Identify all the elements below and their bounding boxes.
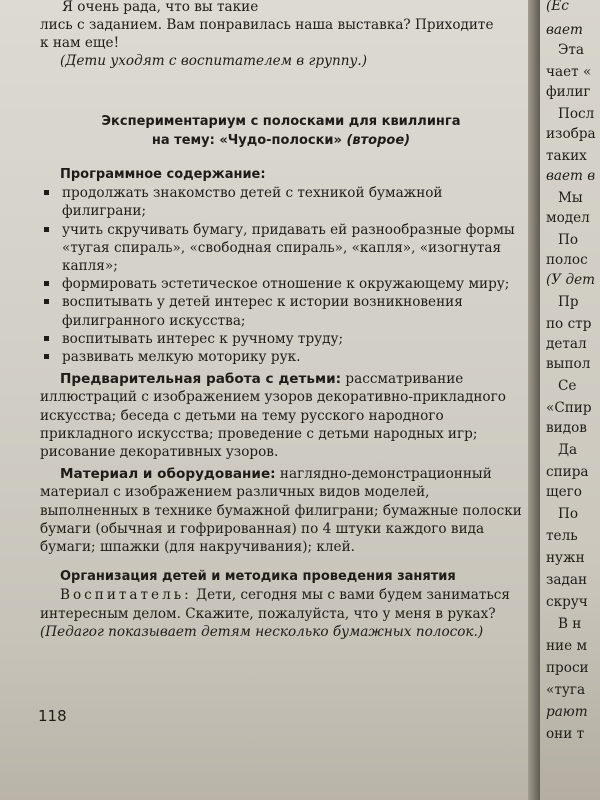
- goal-item: продолжать знакомство детей с техникой бумажной филиграни;: [40, 184, 522, 220]
- right-line: вает: [546, 22, 583, 38]
- program-heading: Программное содержание:: [60, 167, 266, 182]
- right-line: Мы: [558, 190, 583, 206]
- lesson-title-italic: (второе): [346, 133, 411, 148]
- right-line: «Спир: [546, 400, 592, 416]
- right-line: чает «: [546, 64, 592, 80]
- right-line: детал: [546, 336, 587, 352]
- goals-list: [40, 184, 522, 366]
- right-line: «туга: [546, 682, 586, 698]
- goal-item: формировать эстетическое отношение к окружающему миру;: [40, 275, 522, 293]
- right-line: Эта: [558, 42, 585, 58]
- lesson-title-line2: [40, 131, 522, 150]
- right-line: по стр: [546, 316, 592, 332]
- right-line: Пр: [558, 294, 579, 310]
- right-line: По: [558, 232, 579, 248]
- lesson-title-prefix: на тему: «Чудо-полоски»: [151, 133, 347, 148]
- right-line: они т: [546, 726, 585, 742]
- right-line: (Ес: [546, 0, 569, 14]
- right-line: выпол: [546, 356, 591, 372]
- goal-item: учить скручивать бумагу, придавать ей разнообразные формы «тугая спираль», «свободная спираль», «капля», «изогнутая капля»;: [40, 221, 522, 276]
- top-line-3: к нам еще!: [40, 35, 120, 52]
- lesson-title-line1: Экспериментариум с полосками для квиллинга: [101, 114, 461, 129]
- right-line: модел: [546, 210, 590, 226]
- right-line: рают: [546, 704, 588, 720]
- right-line: Се: [558, 378, 577, 394]
- prep-text: рассматривание иллюстраций с изображением узоров декоративно-прикладного искусства; беседа с детьми на тему русского народного прикладного искусства; проведение с детьми народных игр; рисование декоративных узоров.: [40, 371, 506, 461]
- right-page: [540, 0, 600, 800]
- prep-label: Предварительная работа с детьми:: [60, 371, 342, 388]
- teacher-label: Воспитатель:: [60, 587, 192, 604]
- material-text: наглядно-демонстрационный материал с изображением различных видов моделей, выполненных в технике бумажной филиграни; бумажные полоски бумаги (обычная и гофрированная) по 4 штуки каждого вида бумаги; шпажки (для накручивания); клей.: [40, 466, 522, 556]
- teacher-paragraph: [40, 586, 522, 641]
- page-number: 118: [38, 707, 67, 725]
- right-line: По: [558, 506, 579, 522]
- right-line: изобра: [546, 126, 596, 142]
- right-line: (У дет: [546, 272, 595, 288]
- right-line: видов: [546, 420, 587, 436]
- top-line-1: Я очень рада, что вы такие: [62, 0, 259, 15]
- right-line: полос: [546, 252, 588, 268]
- right-line: спира: [546, 464, 589, 480]
- right-line: щего: [546, 484, 582, 500]
- goal-item: воспитывать интерес к ручному труду;: [40, 330, 522, 348]
- right-line: проси: [546, 660, 589, 676]
- right-line: В н: [558, 616, 582, 632]
- teacher-remark: (Педагог показывает детям несколько бумажных полосок.): [40, 623, 484, 640]
- org-heading: Организация детей и методика проведения занятия: [60, 569, 456, 585]
- goal-item: развивать мелкую моторику рук.: [40, 348, 522, 366]
- right-line: ние м: [546, 638, 588, 654]
- teacher-text: Дети, сегодня мы с вами будем заниматься интересным делом. Скажите, пожалуйста, что у меня в руках?: [40, 587, 510, 622]
- right-line: нужн: [546, 550, 585, 566]
- right-line: Да: [558, 442, 578, 458]
- right-line: таких: [546, 148, 587, 164]
- right-line: скруч: [546, 594, 588, 610]
- right-line: филиг: [546, 84, 591, 100]
- material-paragraph: [40, 465, 522, 556]
- right-line: вает в: [546, 168, 596, 184]
- goal-item: воспитывать у детей интерес к истории возникновения филигранного искусства;: [40, 293, 522, 329]
- right-line: тель: [546, 528, 578, 544]
- right-line: Посл: [558, 106, 595, 122]
- right-line: задан: [546, 572, 588, 588]
- top-line-2: лись с заданием. Вам понравилась наша выставка? Приходите: [40, 17, 494, 33]
- material-label: Материал и оборудование:: [60, 466, 276, 483]
- top-remark: (Дети уходят с воспитателем в группу.): [60, 53, 368, 70]
- prep-paragraph: [40, 370, 522, 461]
